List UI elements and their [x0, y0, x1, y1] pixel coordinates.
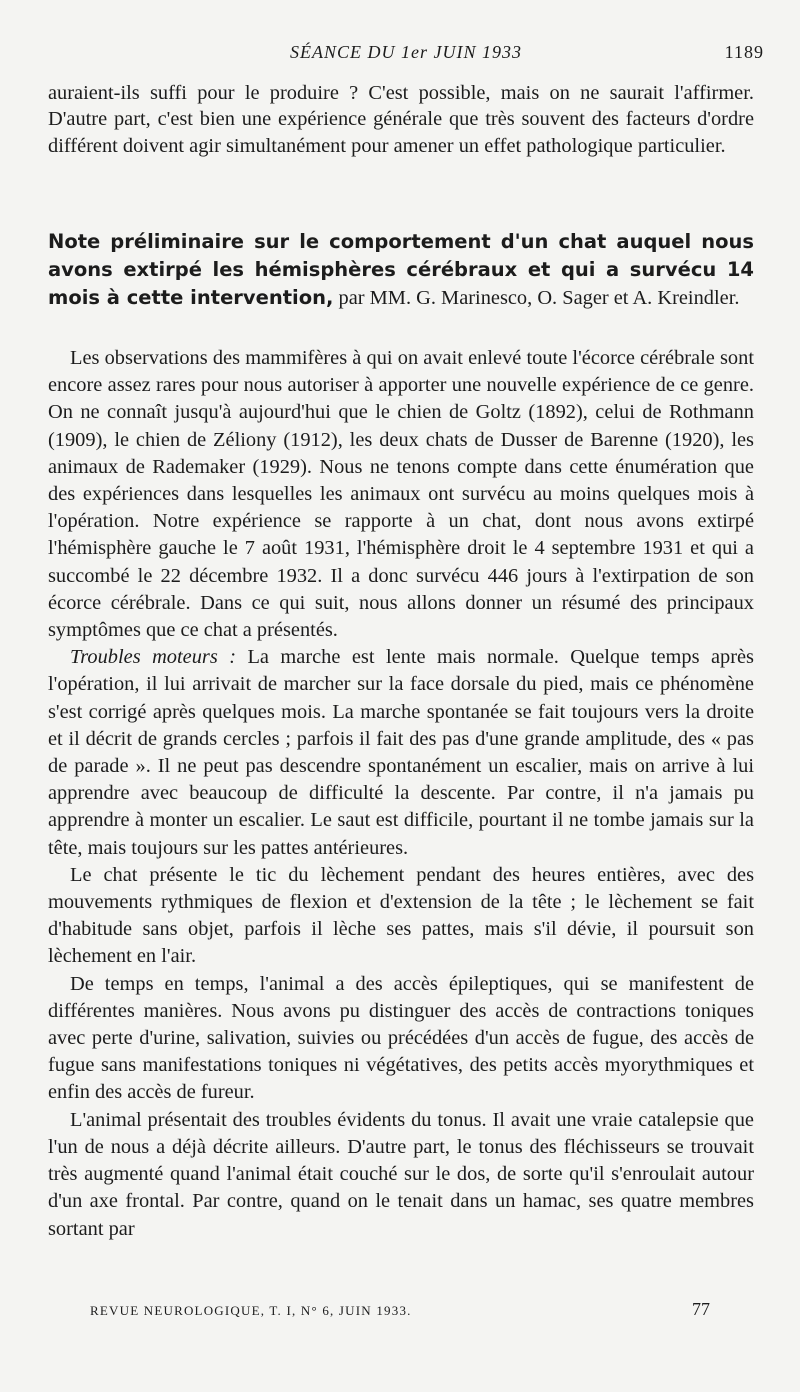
page-footer	[90, 1299, 710, 1323]
note-title-main: Note préliminaire sur le comportement d'un chat auquel nous avons extirpé les hémisphères cérébraux et qui a survécu 14 mois à cette intervention,	[48, 230, 754, 309]
section-label-troubles-moteurs: Troubles moteurs :	[70, 646, 237, 669]
paragraph-epilepsie: De temps en temps, l'animal a des accès épileptiques, qui se manifestent de différentes manières. Nous avons pu distinguer des accès de contractions toniques avec perte d'urine, salivation, suivies ou précédées d'un accès de fugue, des accès de fugue sans manifestations toniques ni végétatives, des petits accès myorythmiques et enfin des accès de fureur.	[48, 972, 754, 1104]
footer-citation: REVUE NEUROLOGIQUE, T. I, N° 6, JUIN 1933.	[90, 1303, 412, 1318]
intro-section	[48, 80, 754, 159]
footer-signature: 77	[692, 1299, 710, 1319]
paragraph-observations: Les observations des mammifères à qui on avait enlevé toute l'écorce cérébrale sont encore assez rares pour nous autoriser à apporter une nouvelle expérience de ce genre. On ne connaît jusqu'à aujourd'hui que le chien de Goltz (1892), celui de Rothmann (1909), le chien de Zéliony (1912), les deux chats de Dusser de Barenne (1920), les animaux de Rademaker (1929). Nous ne tenons compte dans cette énumération que des expériences dans lesquelles les animaux ont survécu au moins quelques mois à l'opération. Notre expérience se rapporte à un chat, dont nous avons extirpé l'hémisphère gauche le 7 août 1931, l'hémisphère droit le 4 septembre 1931 et qui a succombé le 22 décembre 1932. Il a donc survécu 446 jours à l'extirpation de son écorce cérébrale. Dans ce qui suit, nous allons donner un résumé des principaux symptômes que ce chat a présentés.	[48, 347, 754, 642]
troubles-moteurs-text: La marche est lente mais normale. Quelque temps après l'opération, il lui arrivait de marcher sur la face dorsale du pied, mais ce phénomène s'est corrigé après quelques mois. La marche spontanée se fait toujours vers la droite et il décrit de grands cercles ; parfois il fait des pas d'une grande amplitude, des « pas de parade ». Il ne peut pas descendre spontanément un escalier, mais on arrive à lui apprendre avec beaucoup de difficulté la descente. Par contre, il n'a jamais pu apprendre à monter un escalier. Le saut est difficile, pourtant il ne tombe jamais sur la tête, mais toujours sur les pattes antérieures.	[48, 646, 754, 859]
intro-paragraph: auraient-ils suffi pour le produire ? C'est possible, mais on ne saurait l'affirmer. D'autre part, c'est bien une expérience générale que très souvent des facteurs d'ordre différent doivent agir simultanément pour amener un effet pathologique particulier.	[48, 82, 754, 157]
paragraph-troubles-moteurs	[48, 644, 754, 862]
note-title	[48, 228, 754, 312]
paragraph-lechement: Le chat présente le tic du lèchement pendant des heures entières, avec des mouvements rythmiques de flexion et d'extension de la tête ; le lèchement se fait d'habitude sans objet, parfois il lèche ses pattes, mais s'il dévie, il poursuit son lèchement en l'air.	[48, 863, 754, 968]
running-header	[48, 42, 764, 68]
note-authors: par MM. G. Marinesco, O. Sager et A. Kreindler.	[338, 287, 740, 309]
header-title: SÉANCE DU 1er JUIN 1933	[290, 42, 522, 62]
paragraph-tonus: L'animal présentait des troubles évidents du tonus. Il avait une vraie catalepsie que l'un de nous a déjà décrite ailleurs. D'autre part, le tonus des fléchisseurs se trouvait très augmenté quand l'animal était couché sur le dos, de sorte qu'il s'enroulait autour d'un axe frontal. Par contre, quand on le tenait dans un hamac, ses quatre membres sortant par	[48, 1108, 754, 1240]
main-body	[48, 345, 754, 1243]
page-number: 1189	[724, 42, 764, 62]
